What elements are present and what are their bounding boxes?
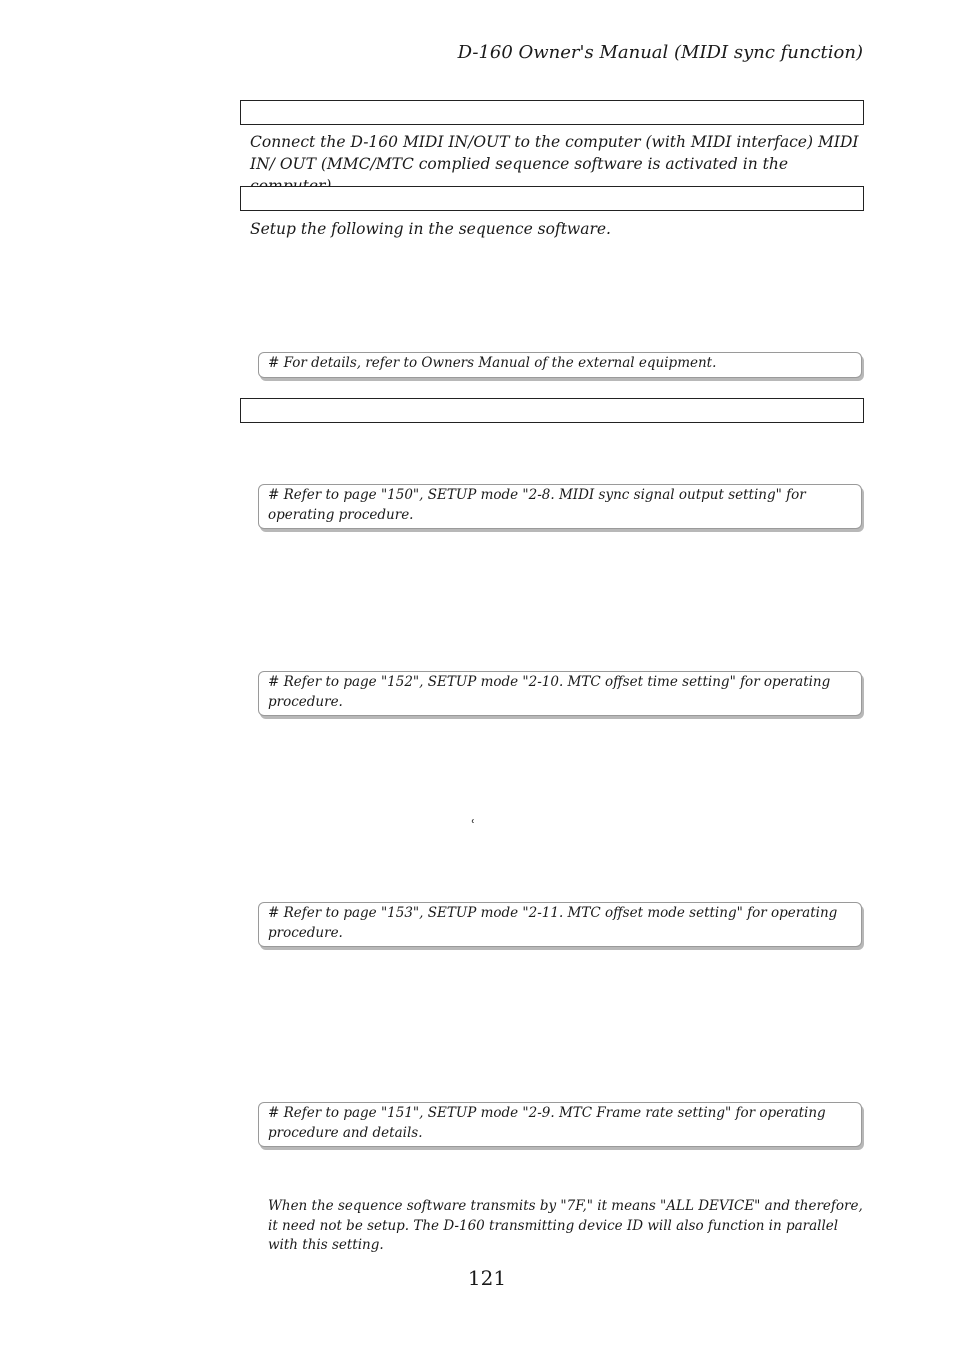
section-heading-box-2 xyxy=(240,186,864,211)
setup-paragraph: Setup the following in the sequence software. xyxy=(250,220,611,238)
section-heading-box-1 xyxy=(240,100,864,125)
section-heading-box-3 xyxy=(240,398,864,423)
device-id-paragraph: When the sequence software transmits by "7F," it means "ALL DEVICE" and therefore, it need not be setup. The D-160 transmitting device ID will also function in parallel with this setting. xyxy=(268,1198,863,1253)
connect-paragraph: Connect the D-160 MIDI IN/OUT to the computer (with MIDI interface) MIDI IN/ OUT (MMC/MTC complied sequence software is activated in the xyxy=(250,133,859,173)
running-header: D-160 Owner's Manual (MIDI sync function) xyxy=(457,42,863,63)
note-box-page-150: # Refer to page "150", SETUP mode "2-8. MIDI sync signal output setting" for operating procedure. xyxy=(258,484,862,529)
note-box-page-151: # Refer to page "151", SETUP mode "2-9. MTC Frame rate setting" for operating procedure and details. xyxy=(258,1102,862,1147)
note-box-page-152: # Refer to page "152", SETUP mode "2-10. MTC offset time setting" for operating procedure. xyxy=(258,671,862,716)
page-number: 121 xyxy=(467,1266,507,1290)
stray-mark: ʿ xyxy=(471,818,476,834)
note-box-details: # For details, refer to Owners Manual of the external equipment. xyxy=(258,352,862,378)
note-box-page-153: # Refer to page "153", SETUP mode "2-11. MTC offset mode setting" for operating procedure. xyxy=(258,902,862,947)
